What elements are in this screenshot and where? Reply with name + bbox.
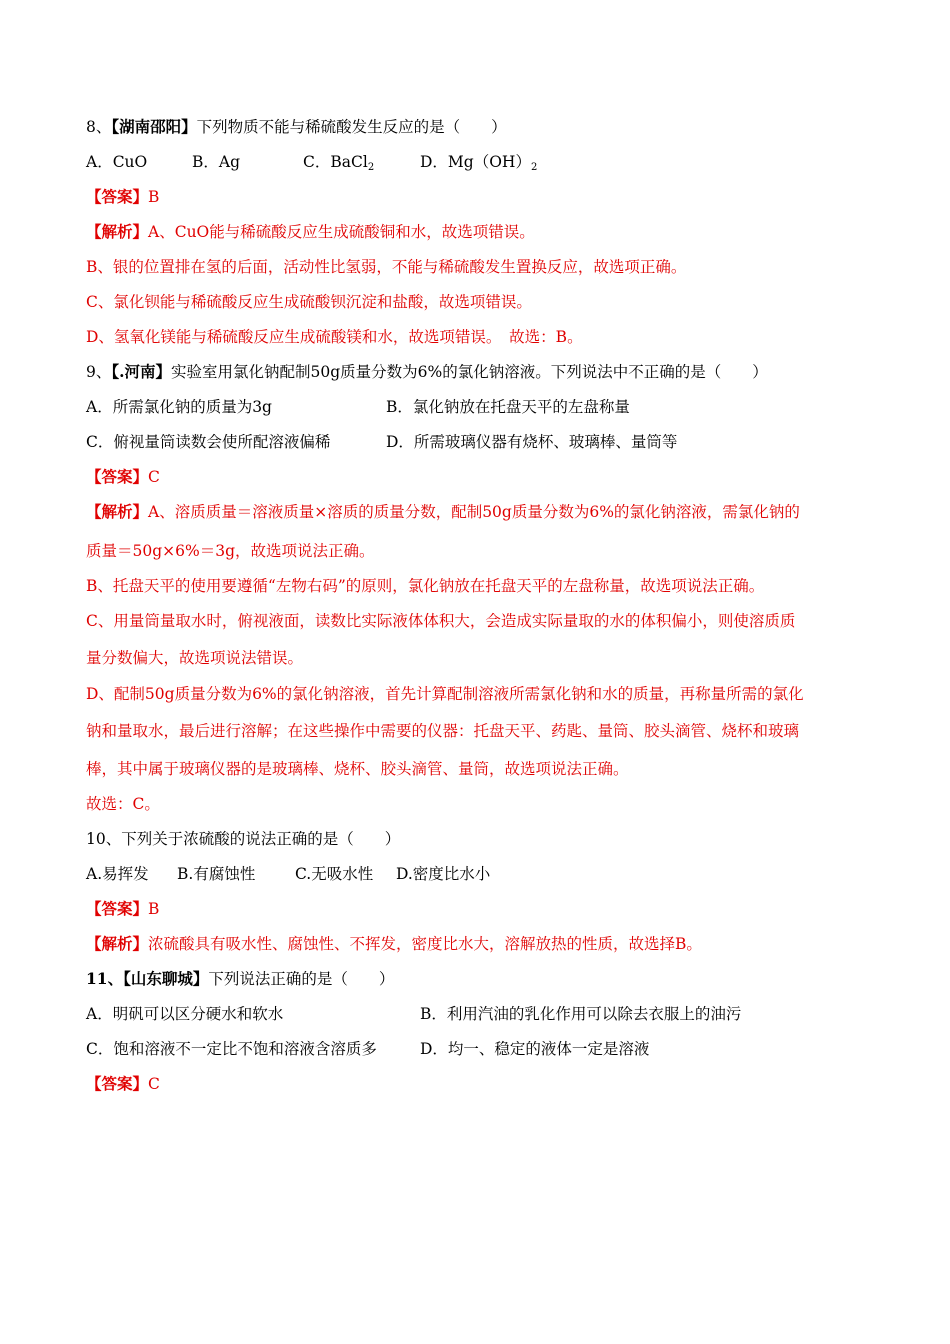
- q9-conclusion: 故选：C。: [86, 795, 160, 813]
- q8-option-b: B．Ag: [192, 153, 241, 171]
- q11-option-a: A．明矾可以区分硬水和软水: [86, 1005, 284, 1023]
- q9-analysis-5: 量分数偏大，故选项说法错误。: [86, 649, 304, 667]
- q9-analysis-2: 质量＝50g×6%＝3g，故选项说法正确。: [86, 542, 375, 560]
- q10-option-a: A.易挥发: [86, 865, 149, 883]
- q9-option-c: C．俯视量筒读数会使所配溶液偏稀: [86, 433, 331, 451]
- q11-option-b: B．利用汽油的乳化作用可以除去衣服上的油污: [420, 1005, 742, 1023]
- q8-analysis-3: C、氯化钡能与稀硫酸反应生成硫酸钡沉淀和盐酸，故选项错误。: [86, 293, 532, 311]
- q9-option-b: B．氯化钠放在托盘天平的左盘称量: [386, 398, 630, 416]
- q11-options-row1: [86, 1004, 866, 1024]
- q9-analysis-3: B、托盘天平的使用要遵循“左物右码”的原则，氯化钠放在托盘天平的左盘称量，故选项说法正确。: [86, 577, 765, 595]
- q8-source: 【湖南邵阳】: [111, 117, 197, 136]
- q8-analysis-4: D、氢氧化镁能与稀硫酸反应生成硫酸镁和水，故选项错误。 故选：B。: [86, 328, 583, 346]
- q8-analysis-2: B、银的位置排在氢的后面，活动性比氢弱，不能与稀硫酸发生置换反应，故选项正确。: [86, 258, 687, 276]
- q9-source: 【.河南】: [111, 362, 172, 381]
- q8-option-a: A．CuO: [86, 153, 148, 171]
- q11-source: 【山东聊城】: [123, 969, 209, 988]
- q9-analysis-7: 钠和量取水，最后进行溶解；在这些操作中需要的仪器：托盘天平、药匙、量筒、胶头滴管、烧杯和玻璃: [86, 722, 800, 740]
- q9-option-a: A．所需氯化钠的质量为3g: [86, 398, 272, 416]
- q10-option-c: C.无吸水性: [295, 865, 374, 883]
- q11-option-c: C．饱和溶液不一定比不饱和溶液含溶质多: [86, 1040, 377, 1058]
- q8-option-d: D．$Mg(OH)_2$: [420, 153, 538, 173]
- q9-options-row2: [86, 432, 786, 452]
- q9-option-d: D．所需玻璃仪器有烧杯、玻璃棒、量筒等: [386, 433, 678, 451]
- q9-stem: 9、【.河南】实验室用氯化钠配制50g质量分数为6%的氯化钠溶液。下列说法中不正确的是（ ）: [86, 362, 768, 381]
- q11-option-d: D．均一、稳定的液体一定是溶液: [420, 1040, 650, 1058]
- q8-answer: 【答案】B: [86, 187, 160, 206]
- q10-option-b: B.有腐蚀性: [177, 865, 256, 883]
- q8-options: [86, 152, 686, 172]
- q9-analysis-8: 棒，其中属于玻璃仪器的是玻璃棒、烧杯、胶头滴管、量筒，故选项说法正确。: [86, 760, 629, 778]
- q11-answer: 【答案】C: [86, 1074, 160, 1093]
- q8-option-c: C．BaCl$_2$: [303, 153, 375, 173]
- q8-analysis-1: 【解析】A、CuO能与稀硫酸反应生成硫酸铜和水，故选项错误。: [86, 222, 535, 241]
- q9-answer: 【答案】C: [86, 467, 160, 486]
- q8-stem: 8、【湖南邵阳】下列物质不能与稀硫酸发生反应的是（ ）: [86, 117, 507, 136]
- q10-answer: 【答案】B: [86, 899, 160, 918]
- q10-option-d: D.密度比水小: [396, 865, 491, 883]
- q11-options-row2: [86, 1039, 866, 1059]
- q11-stem: 11、【山东聊城】下列说法正确的是（ ）: [86, 969, 395, 988]
- q9-analysis-1: 【解析】A、溶质质量＝溶液质量×溶质的质量分数，配制50g质量分数为6%的氯化钠溶液，需氯化钠的: [86, 502, 800, 521]
- q10-stem: 10、下列关于浓硫酸的说法正确的是（ ）: [86, 830, 401, 848]
- q9-analysis-6: D、配制50g质量分数为6%的氯化钠溶液，首先计算配制溶液所需氯化钠和水的质量，再称量所需的氯化: [86, 685, 804, 703]
- q10-analysis: 【解析】浓硫酸具有吸水性、腐蚀性、不挥发，密度比水大，溶解放热的性质，故选择B。: [86, 934, 702, 953]
- q9-analysis-4: C、用量筒量取水时，俯视液面，读数比实际液体体积大，会造成实际量取的水的体积偏小，则使溶质质: [86, 612, 796, 630]
- q10-options: [86, 864, 586, 884]
- q9-options-row1: [86, 397, 786, 417]
